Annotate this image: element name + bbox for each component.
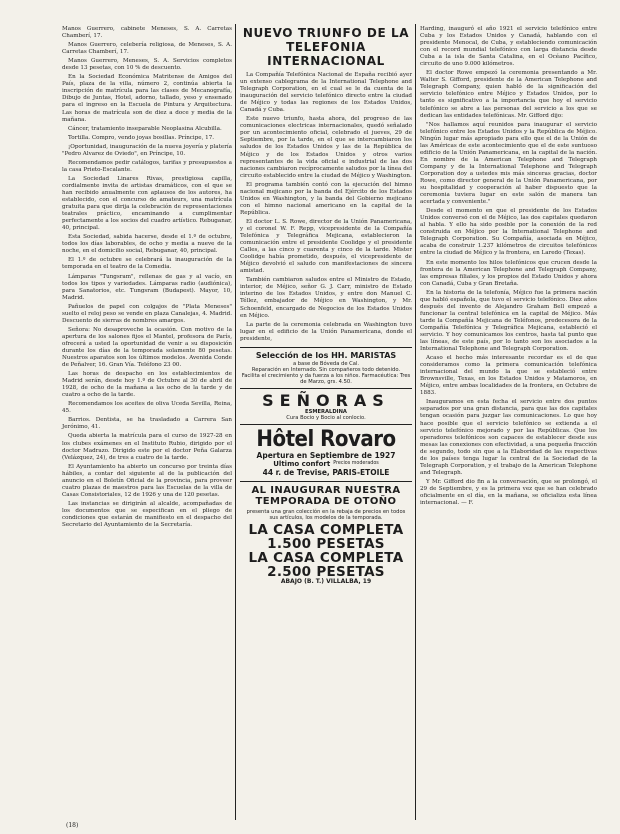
paragraph: Las horas de despacho en los establecimientos de Madrid serán, desde hoy 1.º de Octubre al 30 de abril de 1928, de ocho de la mañana a las ocho de la tarde y de cuatro a ocho de la tarde. <box>62 371 232 399</box>
column-classifieds <box>62 26 232 531</box>
paragraph: La Sociedad Linares Rivas, prestigiosa capilla, cordialmente invita de artistas dramáticos, con el que se han recibido anualmente con aplausos de los autores, ha establecido, con el concurso de amateurs, una matrícula gratuita para que dirija la celebración de representaciones teatrales práctico, encaminando a cumplimentar perfectamente a los socios del cuadro artístico. Rebuganar, 40, principal. <box>62 175 232 232</box>
paragraph: Recomendamos los aceites de oliva Uceda Sevilla, Reina, 45. <box>62 401 232 415</box>
paragraph: El Ayuntamiento ha abierto un concurso por treinta días hábiles, a contar del siguiente al de la publicación del anuncio en el Boletín Oficial de la provincia, para proveer cuatro plazas de maestros para las Escuelas de la villa de Casas Consistoriales, 12 de 1926 y una de 120 pesetas. <box>62 463 232 498</box>
page-number: (18) <box>66 822 79 829</box>
paragraph: El programa también contó con la ejecución del himno nacional mejicano por la banda del Ejército de los Estados Unidos en Washington, y la banda del Gobierno mejicano con el himno nacional americano en la capital de la República. <box>240 181 412 216</box>
paragraph: Acaso el hecho más interesante recordar es el de que consideramos como la primera comunicación telefónica internacional del mundo la que se estableció entre Brownsville, Texas, en los Estados Unidos y Matamoros, en Méjico, entre ambas localidades de la frontera, en Octubre de 1883. <box>420 355 597 397</box>
ad-senoras <box>240 389 412 425</box>
hotel-name: Hôtel Rovaro <box>256 426 396 452</box>
hotel-prices: Precios moderados <box>333 461 379 467</box>
paragraph: Cáncer, tratamiento inseparable Neoplasina Alcubilla. <box>68 125 222 132</box>
paragraph: Esta Sociedad, sabida hacerse, desde el 1.º de octubre, todos los días laborables, de ocho y media a nueve de la noche, en el domicilio social, Rebuganar, 40, principal. <box>62 234 232 255</box>
paragraph: En la Sociedad Económica Matritense de Amigos del País, plaza de la villa, número 2, continúa abierta la inscripción de matrícula para las clases de Mecanografía, Dibujo de Juntas, Hotel, adorno, tallado, yeso y ensenado para el ingreso en la Escuela de Pintura y Arquitectura. Las horas de matrícula son de diez a doce y media de la mañana. <box>62 74 232 123</box>
paragraph: Las instancias se dirigirán al alcalde, acompañadas de los documentos que se especifican en el pliego de condiciones que estarán de manifiesto en el despacho del Secretario del Ayuntamiento de la Secretaría. <box>62 500 232 529</box>
casa-line1: AL INAUGURAR NUESTRA <box>251 484 401 496</box>
paragraph: Queda abierta la matrícula para el curso de 1927-28 en los clubes exámenes en el Instituto Rubio, dirigido por el doctor Madrazo. Dirigido este por el doctor Peña Galarza (Velázquez, 24), de tres a cuatro de la tarde. <box>62 433 232 461</box>
paragraph: Lámparas "Tungsram", rellenas de gas y al vacío, en todos los tipos y variedades. Lámparas radio (audiónica), para Sanatorios, etc. Tungsram (Budapest). Mayor, 10, Madrid. <box>62 273 232 301</box>
ad-senoras-sub: ESMERALDINA <box>305 408 347 415</box>
hotel-opening: Apertura en Septiembre de 1927 <box>256 450 396 460</box>
paragraph: La Compañía Telefónica Nacional de España recibió ayer un extenso cablegrama de la International Telephone and Telegraph Corporation, en el cual se le da cuenta de la inauguración del servicio telefónico directo entre la ciudad de Méjico y todas las regiones de los Estados Unidos, Canadá y Cuba. <box>240 72 412 114</box>
casa-offer1-price: 1.500 PESETAS <box>267 535 385 552</box>
paragraph: Inauguramos en esta fecha el servicio entre dos puntos separados por una gran distancia, para que las dos capitales tengan ocasión para juzgar las comunicaciones. Lo que hoy hace posible que el servicio telefónico se extienda a el servicio telefónico mejorado y por las Repúblicas. Que los operadores telefónicos son capaces de establecer desde sus mesas las conexiones con efectividad, a una pequeña fracción de segundo, todo sin que a la Elaboridad de las respectivas de los países tenga lugar la central de la Sociedad de la Telegraph Corporation, y el trabajo de la American Telephone and Telegraph. <box>420 399 597 476</box>
casa-offer1-label: LA CASA COMPLETA <box>248 521 404 538</box>
column-article-and-ads <box>240 26 412 588</box>
paragraph: Este nuevo triunfo, hasta ahora, del progreso de las comunicaciones electricas internacionales, quedó señalado por un acontecimiento oficial, celebrado el jueves, 29 de Septiembre, por la tarde, en el que se intercambiaron los saludos de los Estados Unidos y las de la República de Méjico y de los Estados Unidos y otros varios representantes de la vida oficial e industrial de las dos naciones cambiaron recíprocamente saludos por la línea del circuito establecido entre la ciudad de Méjico y Washington. <box>240 116 412 179</box>
ad-maristas-line: Reparación en Internado. Sin compañeros todo detenido. <box>251 366 401 373</box>
paragraph: Barrios. Dentista, se ha trasladado a Carrera San Jerónimo, 41. <box>62 417 232 431</box>
paragraph: Y Mr. Gifford dio fin a la conversación, que se prolongó, el 29 de Septiembre, y es la primera vez que se han celebrado oficialmente en el día, en la mañana, se oficializa esta línea internacional. — F. <box>420 478 597 507</box>
hotel-row <box>240 460 412 468</box>
hotel-address: 44 r. de Trevise, PARIS-ETOILE <box>262 467 390 477</box>
paragraph: Recomendamos pedir catálogos, tarifas y presupuestos a la casa Prieto-Escalante. <box>62 159 232 173</box>
column-rule-2 <box>415 24 416 820</box>
ad-maristas <box>240 347 412 389</box>
paragraph: Manos Guerrero, cabinete Meneses, S. A. Carretas Chamberí, 17. <box>62 26 232 40</box>
casa-offer2-price: 2.500 PESETAS <box>267 563 385 580</box>
paragraph: "Nos hallamos aquí reunidos para inaugurar el servicio telefónico entre los Estados Unidos y la República de Méjico. Ningún lugar más apropiado para ello que el de la Unión de las Américas de este acontecimiento que el de este suntuoso edificio de la Unión Panamericana, en la capital de la nación. En nombre de la American Telephone and Telegraph Company y de la International Telephone and Telegraph Corporation doy a ustedes mis más sinceras gracias, doctor Rowe, como director general de la Unión Panamericana, por su hospitalidad y cooperación al haber dispuesto que la ceremonia tuviera lugar en este salón de manera tan acertada y conveniente." <box>420 121 597 206</box>
paragraph: ¡Oportunidad, inauguración de la nueva joyería y platería "Pedro Alvarez de Oviedo", en Príncipe, 10. <box>62 143 232 157</box>
paragraph: Tortilla. Compro, vendo joyas bosillas. Príncipe, 17. <box>68 134 215 141</box>
paragraph: En este momento los hilos telefónicos que crucen desde la frontera de la American Telephone and Telegraph Company, las empresas filiales, y los propios del Estado Unidos y ahora con Canadá, Cuba y Gran Bretaña. <box>420 259 597 287</box>
paragraph: Señora: No desaproveche la ocasión. Con motivo de la apertura de los salones fijos el Mantel, profesora de París, ofrecerá a usted la oportunidad de venir a su disposición durante los días de la temporada solamente 80 pesetas. Nuestros aparatos son los últimos modelos. Avenida Conde de Peñalver, 16. Gran Vía. Teléfono 23 00. <box>62 326 232 369</box>
article-headline: NUEVO TRIUNFO DE LA TELEFONIA INTERNACIONAL <box>242 26 410 68</box>
paragraph: Pañuelos de papel con colgajos de "Plata Meneses" suelto el reloj peso se vende en plaza Canalejas, 4. Madrid. Descuento de sierras de nombres amargos. <box>62 303 232 324</box>
ad-senoras-title: SEÑORAS <box>262 390 390 410</box>
paragraph: El doctor L. S. Rowe, director de la Unión Panamericana, y el coronel W. F. Repp, vicepresidente de la Compañía Telefónica y Telegráfica Mejicana, establecieron la comunicación entre el presidente Coolidge y el presidente Calles, a las cinco y cuarenta y cinco de la tarde. Mister Coolidge había prometido, después, el vicepresidente de Méjico devolvió el saludo con manifestaciones de sincera amistad. <box>240 218 412 275</box>
paragraph: También cambiaron saludos entre el Ministro de Estado, interior, de Méjico, señor G. J. Carr, ministro de Estado interino de los Estados Unidos, y entre don Manuel C. Téllez, embajador de Méjico en Washington, y Mr. Schoenfeld, encargado de Negocios de los Estados Unidos en Méjico. <box>240 277 412 319</box>
casa-offer2-label: LA CASA COMPLETA <box>248 549 404 566</box>
paragraph: Desde el momento en que el presidente de los Estados Unidos conversó con el de Méjico, las dos capitales quedaron al habla. Y ello ha sido posible por la conexión de la red construida en Méjico por la International Telephone and Telegraph Corporation. Su Compañía, asociada en Méjico, acaba de construir 1.237 kilómetros de circuitos telefónicos entre la ciudad de Méjico y la frontera, en Laredo (Texas). <box>420 208 597 257</box>
ad-senoras-line: Cura Bocio y Bocio al conlocio. <box>286 414 366 421</box>
casa-text: presenta una gran colección en la rebaja de precios en todos sus artículos, los modelos de la temporada. <box>246 508 406 521</box>
ad-maristas-title: Selección de los HH. MARISTAS <box>255 350 397 360</box>
hotel-left: Ultimo confort <box>273 459 331 468</box>
paragraph: En la historia de la telefonía, Méjico fue la primera nación que habló española, que tuvo el servicio telefónico. Diez años después del invento de Alejandro Graham Bell empezó a funcionar la central telefónica en la capital de Méjico. Más tarde la Compañía Mejicana de Teléfonos, predecesora de la Compañía Telefónica y Telegráfica Mejicana, estableció el servicio. Y hoy comunicamos los centros, hasta tal punto que las líneas, de este país, por lo tanto son los asociados a la International Telephone and Telegraph Corporation. <box>420 289 597 353</box>
ad-casa <box>240 482 412 588</box>
paragraph: Harding, inauguró el año 1921 el servicio telefónico entre Cuba y los Estados Unidos y Canadá, hablando con el presidente Menocal, de Cuba, y estableciendo comunicación con el record mundial telefónico con larga distancia desde Cuba a la isla de Santa Catalina, en el Océano Pacífico, circuito de uno 9.000 kilómetros. <box>420 26 597 68</box>
paragraph: Manos Guerrero, Meneses, S. A. Servicios completos desde 13 pesetas, con 10 % de descuento. <box>62 58 232 72</box>
ad-hotel-rovaro <box>240 425 412 482</box>
paragraph: La parte de la ceremonia celebrada en Washington tuvo lugar en el edificio de la Unión Panamericana, donde el presidente, <box>240 321 412 342</box>
column-rule-1 <box>235 24 236 820</box>
paragraph: El doctor Rowe empezó la ceremonia presentando a Mr. Walter S. Gifford, presidente de la American Telephone and Telegraph Company, quien habló de la significación del servicio telefónico entre Méjico y Estados Unidos, por lo tanto es significativo a la importancia que hoy el servicio telefónico se abre a las personas del servicio a los que se dedican las entidades telefónicas. Mr. Gifford dijo: <box>420 70 597 119</box>
casa-address: ABAJO (B. T.) VILLALBA, 19 <box>280 577 372 585</box>
ad-maristas-line: a base de Bóveda de Cal. <box>292 360 360 367</box>
paragraph: Manos Guerrero, celebería religiosa, de Meneses, S. A. Carretas Chamberí, 17. <box>62 42 232 56</box>
column-article-continued <box>420 26 597 509</box>
paragraph: El 1.º de octubre se celebrará la inauguración de la temporada en el teatro de la Comedia. <box>62 257 232 271</box>
ad-maristas-line: Facilita el crecimiento y da fuerza a los niños. Farmacéutica: Tres de Marzo, grs. 4.50. <box>241 372 411 385</box>
casa-line2: TEMPORADA DE OTOÑO <box>255 495 397 507</box>
